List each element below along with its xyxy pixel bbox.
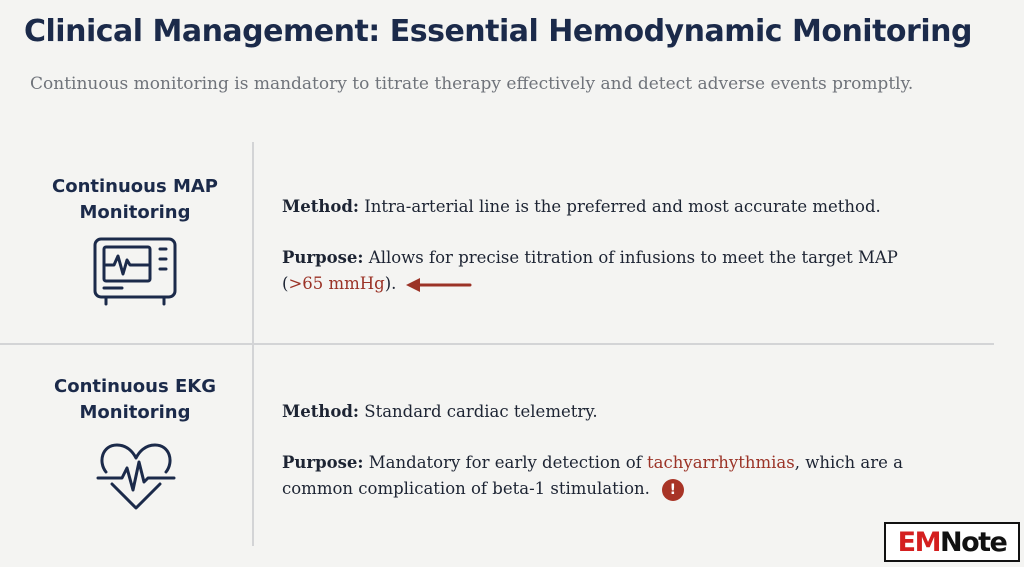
ekg-monitoring-label bbox=[20, 374, 250, 426]
warning-icon: ! bbox=[662, 479, 684, 501]
label-line: Monitoring bbox=[79, 402, 191, 423]
label-line: Continuous MAP bbox=[52, 176, 218, 197]
heart-ekg-icon bbox=[96, 440, 176, 512]
map-monitoring-label bbox=[20, 174, 250, 226]
ekg-method-text bbox=[282, 399, 962, 425]
purpose-value: Allows for precise titration of infusions to meet the target MAP bbox=[363, 248, 898, 267]
ekg-purpose-text bbox=[282, 450, 942, 502]
map-purpose-text bbox=[282, 245, 962, 297]
purpose-value-continued: , which are a common complication of beta-1 stimulation. bbox=[282, 453, 903, 498]
purpose-value: Mandatory for early detection of bbox=[363, 453, 648, 472]
emnote-logo bbox=[884, 522, 1020, 562]
method-label: Method: bbox=[282, 402, 360, 421]
target-map-value: >65 mmHg bbox=[288, 274, 385, 293]
logo-em: EM bbox=[897, 526, 940, 558]
label-line: Monitoring bbox=[79, 202, 191, 223]
paren-open: ( bbox=[282, 274, 289, 293]
page-title: Clinical Management: Essential Hemodynamic Monitoring bbox=[24, 14, 972, 49]
purpose-label: Purpose: bbox=[282, 453, 364, 472]
purpose-label: Purpose: bbox=[282, 248, 364, 267]
left-arrow-icon bbox=[406, 278, 472, 292]
row-divider bbox=[0, 343, 994, 345]
label-line: Continuous EKG bbox=[54, 376, 216, 397]
page-subtitle: Continuous monitoring is mandatory to titrate therapy effectively and detect adverse events promptly. bbox=[30, 74, 914, 94]
paren-close: ). bbox=[384, 274, 397, 293]
method-label: Method: bbox=[282, 197, 360, 216]
method-value: Intra-arterial line is the preferred and most accurate method. bbox=[359, 197, 881, 216]
vital-signs-monitor-icon bbox=[92, 236, 178, 308]
map-method-text bbox=[282, 194, 962, 220]
method-value: Standard cardiac telemetry. bbox=[359, 402, 598, 421]
logo-note: Note bbox=[939, 526, 1007, 558]
tachyarrhythmias-highlight: tachyarrhythmias bbox=[647, 453, 795, 472]
